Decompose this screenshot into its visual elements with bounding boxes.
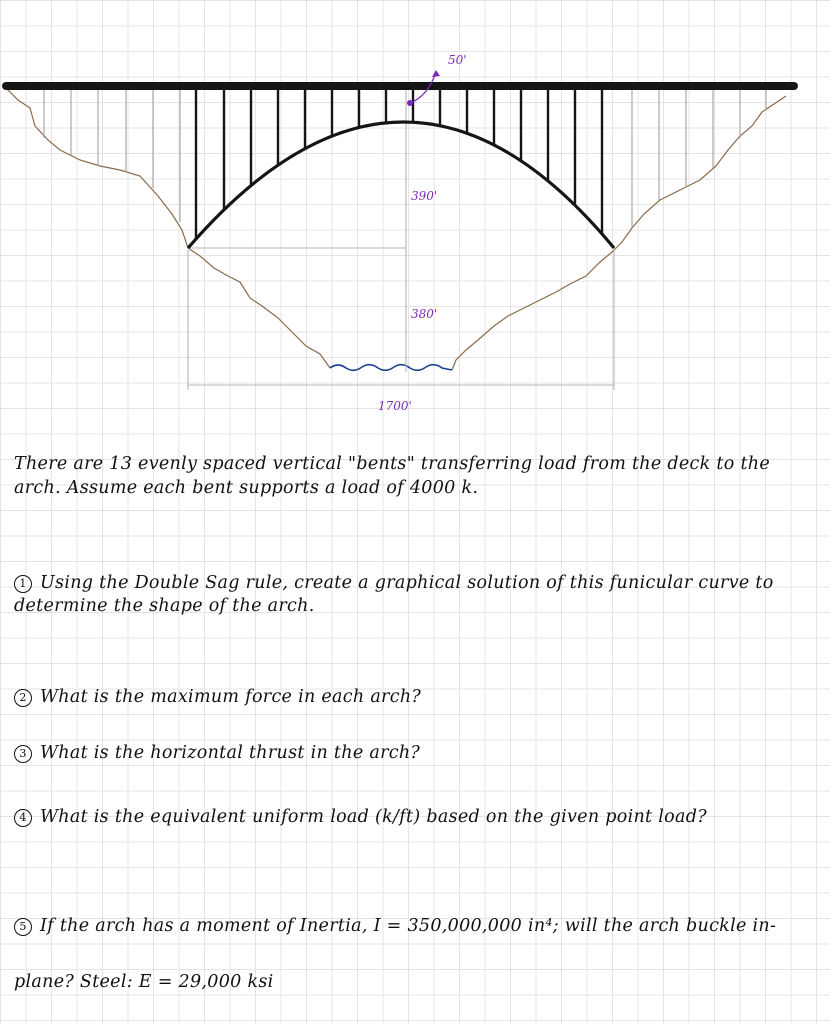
river-line: [330, 365, 452, 371]
question-2-number: 2: [14, 689, 32, 707]
question-2: [14, 686, 820, 709]
intro-paragraph: There are 13 evenly spaced vertical "bents" transferring load from the deck to the arch. Assume each bent supports a load of 4000 k.: [14, 454, 771, 498]
question-1-number: 1: [14, 575, 32, 593]
question-5-number: 5: [14, 918, 32, 936]
dim-50-arrowhead: [432, 70, 440, 77]
bridge-diagram: [0, 0, 830, 440]
question-3: [14, 742, 820, 765]
question-5: [14, 898, 820, 1010]
dim-label-390: 390': [411, 189, 438, 203]
question-1-text: Using the Double Sag rule, create a graphical solution of this funicular curve to determine the shape of the arch.: [14, 573, 774, 616]
canyon-left-wall: [6, 88, 330, 368]
canyon-right-wall: [452, 96, 786, 370]
question-1: [14, 572, 820, 618]
question-5-text: If the arch has a moment of Inertia, I = 350,000,000 in⁴; will the arch buckle in-plane? Steel: E = 29,000 ksi: [14, 916, 777, 992]
question-3-text: What is the horizontal thrust in the arch?: [40, 743, 421, 763]
outer-posts: [44, 88, 766, 228]
question-4: [14, 806, 820, 829]
question-3-number: 3: [14, 745, 32, 763]
dim-label-1700: 1700': [378, 399, 412, 413]
question-4-number: 4: [14, 809, 32, 827]
question-4-text: What is the equivalent uniform load (k/ft) based on the given point load?: [40, 807, 707, 827]
dim-label-50: 50': [448, 53, 467, 67]
bents: [196, 88, 602, 239]
question-2-text: What is the maximum force in each arch?: [40, 687, 422, 707]
dim-label-380: 380': [411, 307, 438, 321]
